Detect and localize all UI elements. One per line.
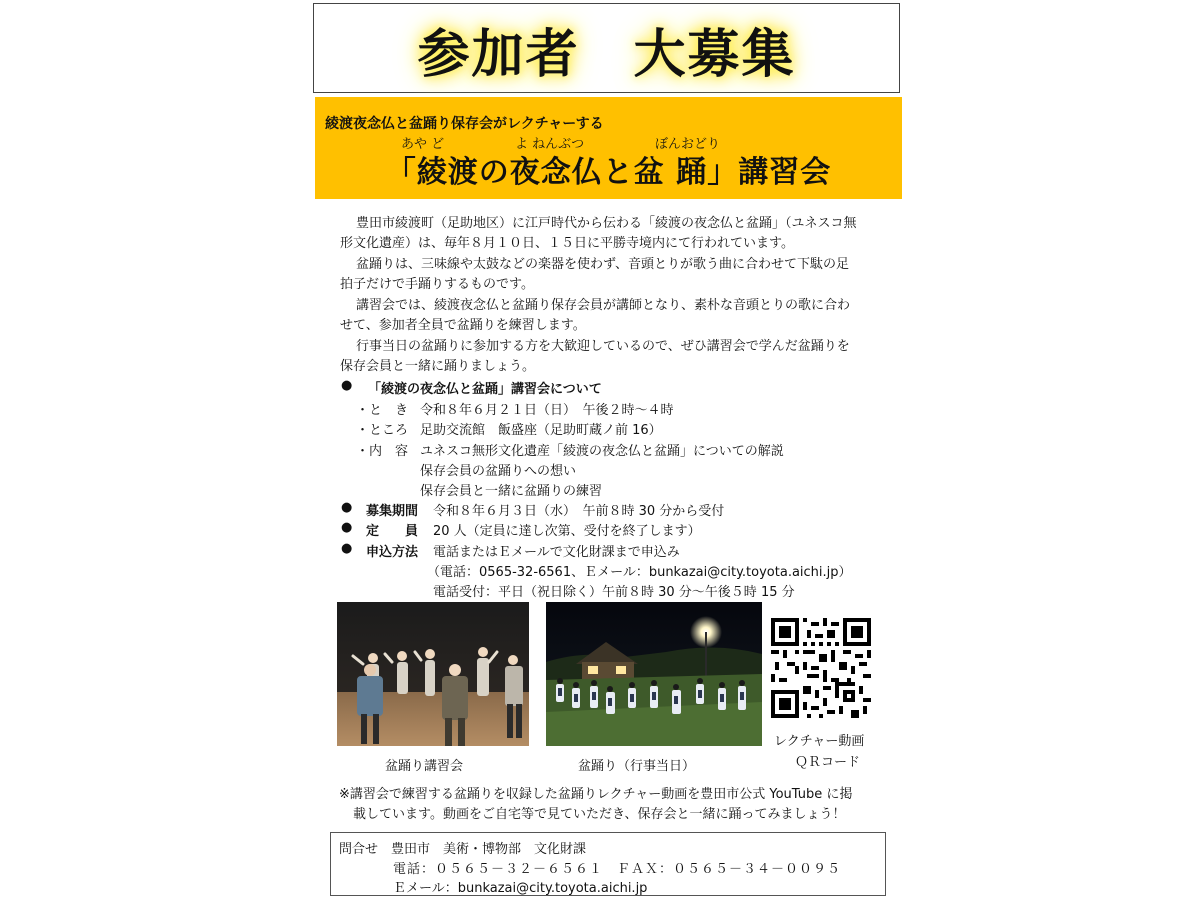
- bullet-icon: ●: [341, 520, 353, 535]
- intro-p3-line1: 講習会では、綾渡夜念仏と盆踊り保存会員が講師となり、素朴な音頭とりの歌に合わ: [356, 298, 851, 313]
- content-item-3: 保存会員と一緒に盆踊りの練習: [420, 484, 603, 499]
- intro-p2-line1: 盆踊りは、三味線や太鼓などの楽器を使わず、音頭とりが歌う曲に合わせて下駄の足: [356, 257, 849, 272]
- title-banner: [315, 97, 902, 199]
- capacity-label: 定 員: [366, 524, 419, 539]
- bullet-icon: ●: [341, 378, 353, 393]
- festival-photo: [546, 602, 762, 746]
- content-item-1: ユネスコ無形文化遺産「綾渡の夜念仏と盆踊」についての解説: [420, 444, 784, 459]
- intro-p2-line2: 拍子だけで手踊りするものです。: [340, 277, 534, 292]
- apply-label: 申込方法: [366, 545, 419, 560]
- apply-line-3: 電話受付：平日（祝日除く）午前８時 30 分～午後５時 15 分: [433, 585, 795, 600]
- qr-caption-line2: ＱＲコード: [795, 755, 861, 770]
- intro-p1-line1: 豊田市綾渡町（足助地区）に江戸時代から伝わる「綾渡の夜念仏と盆踊」（ユネスコ無: [356, 216, 857, 231]
- intro-p4-line1: 行事当日の盆踊りに参加する方を大歓迎しているので、ぜひ講習会で学んだ盆踊りを: [356, 339, 850, 354]
- intro-p3-line2: せて、参加者全員で盆踊りを練習します。: [340, 318, 586, 333]
- ruby-bonodori: ぼんおどり: [655, 137, 721, 152]
- contact-line1: 問合せ 豊田市 美術・博物部 文化財課: [339, 842, 587, 857]
- note-line1: ※講習会で練習する盆踊りを収録した盆踊りレクチャー動画を豊田市公式 YouTube に掲: [339, 787, 853, 802]
- intro-p1-line2: 形文化遺産）は、毎年８月１０日、１５日に平勝寺境内にて行われています。: [340, 236, 794, 251]
- bullet-icon: ●: [341, 541, 353, 556]
- contact-phone-fax: 電話：０５６５－３２－６５６１ ＦＡＸ：０５６５－３４－００９５: [393, 862, 842, 877]
- banner-main-title: 「綾渡の夜念仏と盆 踊」講習会: [385, 155, 832, 190]
- when-value: 令和８年６月２１日（日） 午後２時～４時: [420, 403, 674, 418]
- page-title: 参加者 大募集: [417, 25, 796, 85]
- lecture-photo-caption: 盆踊り講習会: [385, 759, 464, 774]
- where-label: ・ところ: [356, 423, 409, 438]
- period-label: 募集期間: [366, 504, 419, 519]
- apply-line-2: （電話：0565-32-6561、Ｅメール：bunkazai@city.toyota.aichi.jp）: [427, 565, 852, 580]
- note-line2: 載しています。動画をご自宅等で見ていただき、保存会と一緒に踊ってみましょう！: [353, 807, 846, 822]
- when-label: ・と き: [356, 403, 409, 418]
- title-box: [313, 3, 900, 93]
- period-value: 令和８年６月３日（水） 午前８時 30 分から受付: [433, 504, 725, 519]
- content-item-2: 保存会員の盆踊りへの想い: [420, 464, 577, 479]
- capacity-value: 20 人（定員に達し次第、受付を終了します）: [433, 524, 701, 539]
- contact-email[interactable]: Ｅメール：bunkazai@city.toyota.aichi.jp: [393, 881, 648, 896]
- festival-photo-caption: 盆踊り（行事当日）: [578, 759, 696, 774]
- apply-line-1: 電話またはＥメールで文化財課まで申込み: [433, 545, 680, 560]
- intro-p4-line2: 保存会員と一緒に踊りましょう。: [340, 359, 536, 374]
- banner-subtitle: 綾渡夜念仏と盆踊り保存会がレクチャーする: [325, 116, 604, 132]
- qr-caption-line1: レクチャー動画: [774, 734, 865, 749]
- ruby-yonenbutsu: よ ねんぶつ: [515, 137, 585, 152]
- where-value: 足助交流館 飯盛座（足助町蔵ノ前 16）: [420, 423, 662, 438]
- qr-code-image[interactable]: [771, 618, 871, 718]
- section-heading: 「綾渡の夜念仏と盆踊」講習会について: [368, 382, 602, 397]
- content-label: ・内 容: [356, 444, 409, 459]
- contact-box: [330, 832, 886, 896]
- bullet-icon: ●: [341, 500, 353, 515]
- lecture-photo: [337, 602, 529, 746]
- ruby-ayado: あや ど: [401, 137, 445, 152]
